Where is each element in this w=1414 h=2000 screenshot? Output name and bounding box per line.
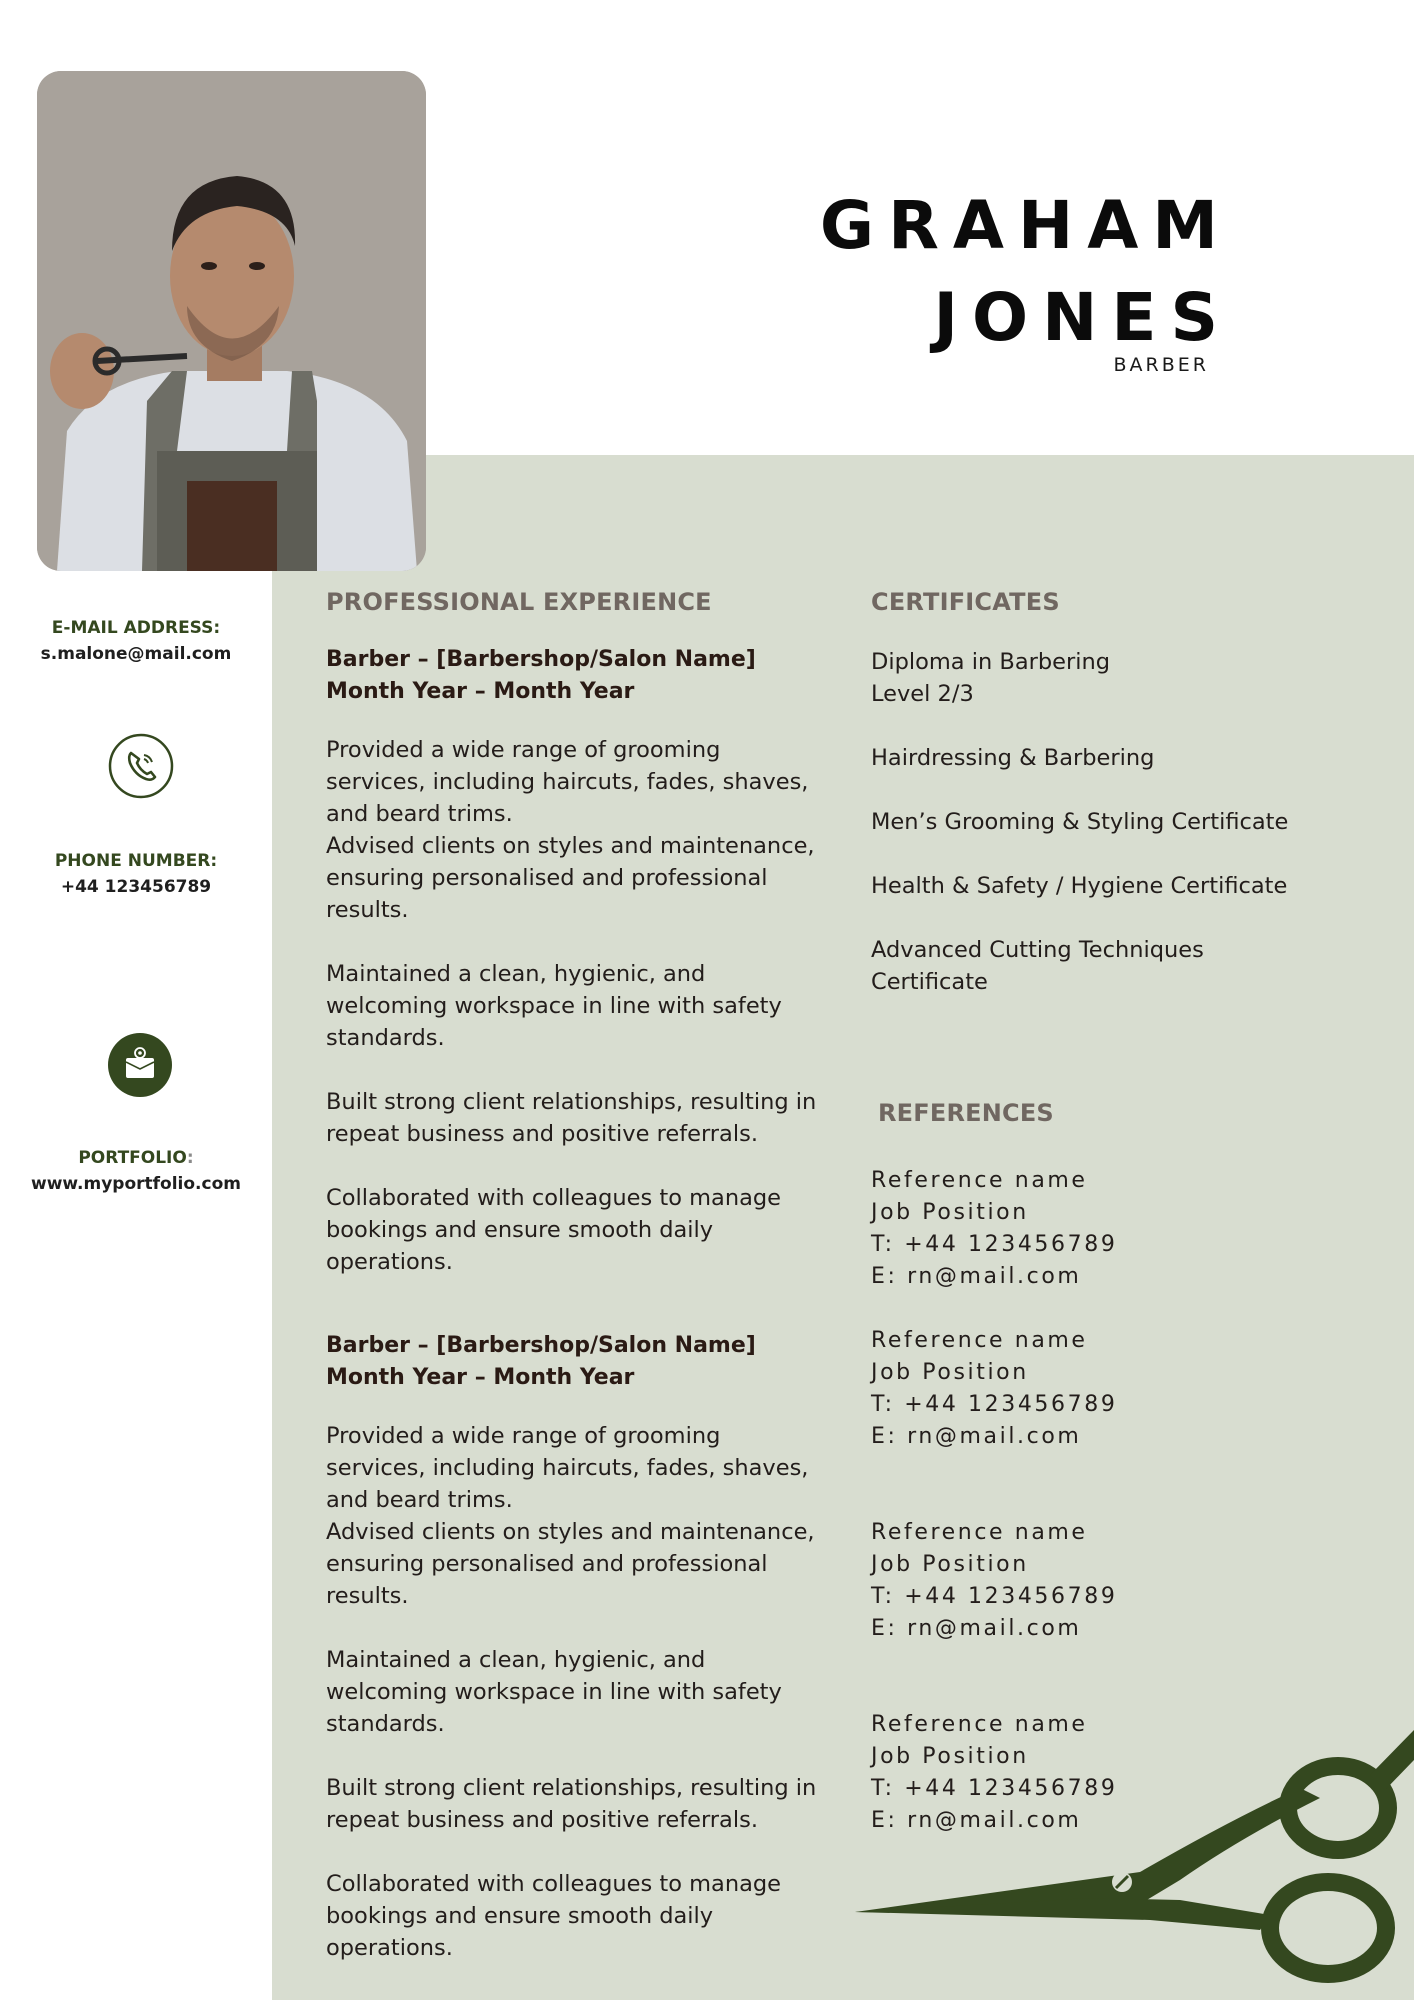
- portfolio-label: PORTFOLIO:: [78, 1148, 194, 1168]
- reference-email: E: rn@mail.com: [871, 1264, 1082, 1289]
- full-name: [819, 180, 1232, 364]
- job-description: Advised clients on styles and maintenance, ensuring personalised and professional results.: [326, 1519, 815, 1609]
- reference-entry: [871, 1165, 1371, 1293]
- reference-position: Job Position: [871, 1200, 1029, 1225]
- phone-label: PHONE NUMBER:: [54, 851, 218, 871]
- reference-entry: [871, 1517, 1371, 1645]
- certificate-item: Men’s Grooming & Styling Certificate: [871, 809, 1289, 835]
- job-description: Collaborated with colleagues to manage bookings and ensure smooth daily operations.: [326, 1871, 781, 1961]
- certificate-item: Advanced Cutting Techniques Certificate: [871, 937, 1204, 995]
- reference-position: Job Position: [871, 1552, 1029, 1577]
- reference-position: Job Position: [871, 1744, 1029, 1769]
- job-description: Provided a wide range of grooming services, including haircuts, fades, shaves, and beard trims.: [326, 1423, 809, 1513]
- certificates-section: [871, 588, 1371, 998]
- phone-value[interactable]: +44 123456789: [60, 877, 212, 897]
- reference-name: Reference name: [871, 1328, 1088, 1353]
- scissors-icon: [850, 1720, 1414, 2000]
- job-dates: Month Year – Month Year: [326, 679, 635, 704]
- reference-phone: T: +44 123456789: [871, 1392, 1118, 1417]
- reference-name: Reference name: [871, 1712, 1088, 1737]
- first-name: GRAHAM: [819, 187, 1232, 264]
- reference-email: E: rn@mail.com: [871, 1808, 1082, 1833]
- last-name: JONES: [933, 279, 1232, 356]
- job-description: Collaborated with colleagues to manage bookings and ensure smooth daily operations.: [326, 1185, 781, 1275]
- reference-entry: [871, 1325, 1371, 1453]
- email-value[interactable]: s.malone@mail.com: [40, 644, 232, 664]
- phone-icon: [108, 733, 174, 799]
- reference-position: Job Position: [871, 1360, 1029, 1385]
- reference-phone: T: +44 123456789: [871, 1584, 1118, 1609]
- experience-section: [326, 588, 826, 1964]
- email-block: [0, 618, 272, 664]
- job-description: Built strong client relationships, resulting in repeat business and positive referrals.: [326, 1089, 817, 1147]
- job-entry: [326, 1330, 826, 1964]
- job-role: BARBER: [1113, 354, 1209, 376]
- portfolio-value[interactable]: www.myportfolio.com: [31, 1174, 241, 1194]
- job-description: Provided a wide range of grooming services, including haircuts, fades, shaves, and beard trims.: [326, 737, 809, 827]
- experience-title: PROFESSIONAL EXPERIENCE: [326, 588, 712, 616]
- job-description: Built strong client relationships, resulting in repeat business and positive referrals.: [326, 1775, 817, 1833]
- reference-email: E: rn@mail.com: [871, 1616, 1082, 1641]
- phone-block: [0, 851, 272, 897]
- certificate-item: Diploma in Barbering Level 2/3: [871, 649, 1111, 707]
- job-description: Advised clients on styles and maintenance, ensuring personalised and professional results.: [326, 833, 815, 923]
- reference-phone: T: +44 123456789: [871, 1776, 1118, 1801]
- job-title: Barber – [Barbershop/Salon Name]: [326, 1333, 756, 1358]
- reference-name: Reference name: [871, 1520, 1088, 1545]
- profile-photo: [37, 71, 426, 571]
- references-title: REFERENCES: [878, 1099, 1054, 1127]
- job-description: Maintained a clean, hygienic, and welcoming workspace in line with safety standards.: [326, 1647, 782, 1737]
- job-dates: Month Year – Month Year: [326, 1365, 635, 1390]
- reference-name: Reference name: [871, 1168, 1088, 1193]
- certificate-item: Hairdressing & Barbering: [871, 745, 1155, 771]
- reference-email: E: rn@mail.com: [871, 1424, 1082, 1449]
- certificates-title: CERTIFICATES: [871, 588, 1060, 616]
- portfolio-icon: [107, 1032, 173, 1098]
- job-description: Maintained a clean, hygienic, and welcoming workspace in line with safety standards.: [326, 961, 782, 1051]
- job-entry: [326, 644, 826, 1278]
- email-label: E-MAIL ADDRESS:: [51, 618, 221, 638]
- portfolio-block: [0, 1148, 272, 1194]
- reference-phone: T: +44 123456789: [871, 1232, 1118, 1257]
- certificate-item: Health & Safety / Hygiene Certificate: [871, 873, 1288, 899]
- job-title: Barber – [Barbershop/Salon Name]: [326, 647, 756, 672]
